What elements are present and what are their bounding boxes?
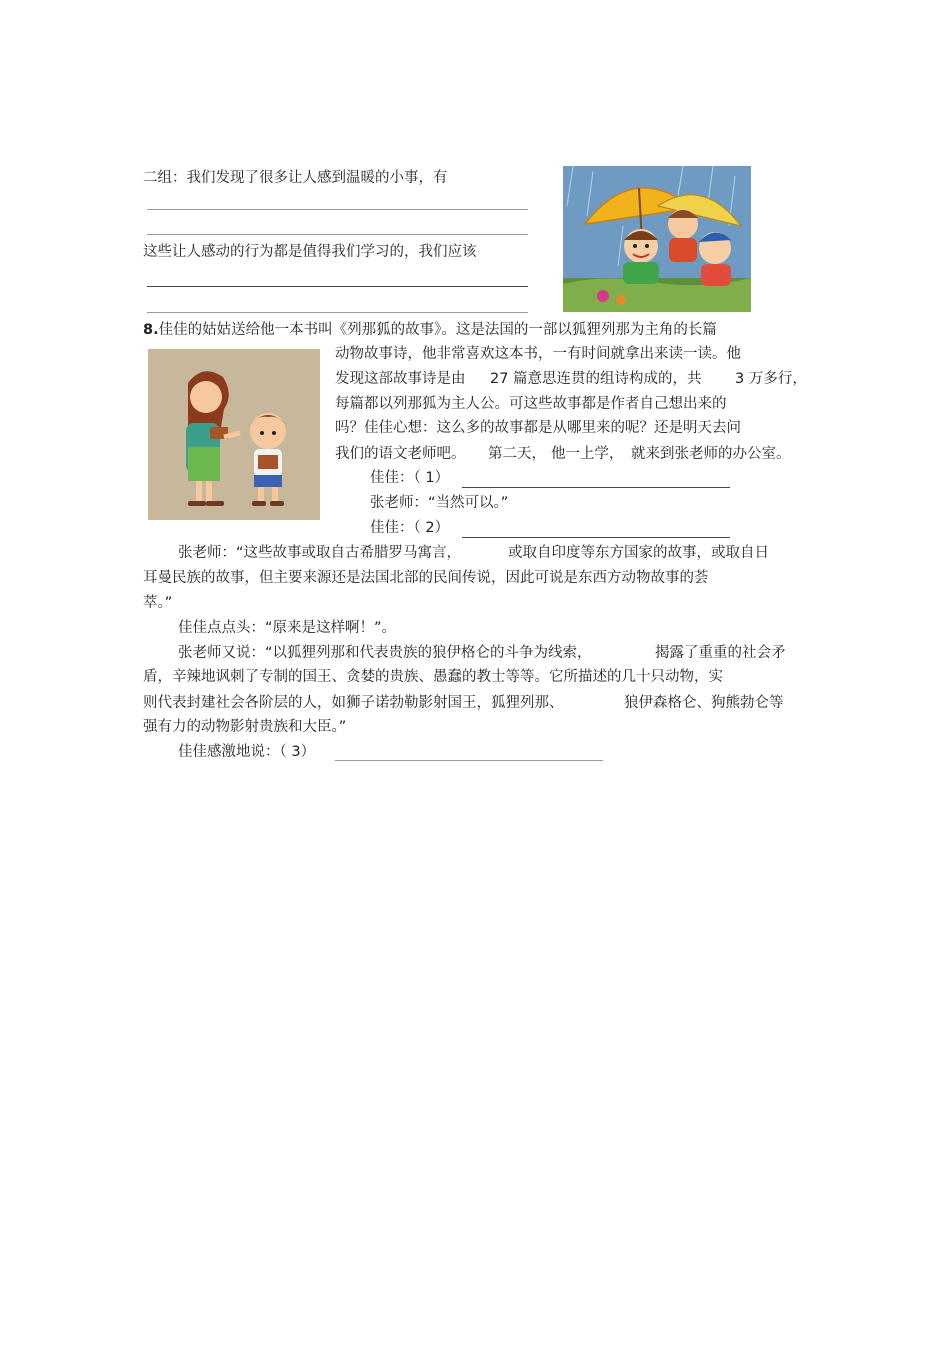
answer-line[interactable] [147,286,528,287]
q8-p2b: 27 篇意思连贯的组诗构成的，共 [490,371,702,387]
teacher-more-1b: 揭露了重重的社会矛 [655,645,786,661]
answer-line[interactable] [147,209,528,210]
teacher-reply-3: 萃。” [143,595,173,611]
q8-p5a: 我们的语文老师吧。 [335,446,466,462]
dialogue-3: 佳佳：（ 2） [370,520,450,536]
teacher-student-image [148,349,320,520]
nod-line: 佳佳点点头：“原来是这样啊！”。 [178,620,397,636]
q8-intro [143,320,717,340]
answer-line-2[interactable] [462,537,730,538]
q8-intro-text: 佳佳的姑姑送给他一本书叫《列那狐的故事》。这是法国的一部以狐狸列那为主角的长篇 [158,322,717,338]
dialogue-2: 张老师：“当然可以。” [370,495,509,511]
teacher-reply-2: 耳曼民族的故事，但主要来源还是法国北部的民间传说，因此可说是东西方动物故事的荟 [143,570,709,586]
answer-line[interactable] [147,312,528,313]
q8-p4: 吗？佳佳心想：这么多的故事都是从哪里来的呢？还是明天去问 [335,420,741,436]
teacher-more-2: 盾，辛辣地讽刺了专制的国王、贪婪的贵族、愚蠢的教士等等。它所描述的几十只动物，实 [143,669,723,685]
q8-p3: 每篇都以列那狐为主人公。可这些故事都是作者自己想出来的 [335,396,727,412]
teacher-more-3a: 则代表封建社会各阶层的人，如狮子诺勃勒影射国王，狐狸列那、 [143,695,564,711]
q8-p5d: 就来到张老师的办公室。 [631,446,791,462]
teacher-more-4: 强有力的动物影射贵族和大臣。” [143,719,347,735]
q8-p2a: 发现这部故事诗是由 [335,371,466,387]
q8-p5c: 他一上学， [551,446,624,462]
answer-line[interactable] [147,234,528,235]
umbrella-children-icon [563,166,751,312]
group2-line1: 二组：我们发现了很多让人感到温暖的小事，有 [143,170,448,186]
q8-p1: 动物故事诗，他非常喜欢这本书，一有时间就拿出来读一读。他 [335,346,741,362]
answer-line-1[interactable] [462,487,730,488]
dialogue-1: 佳佳：（ 1） [370,470,450,486]
q8-p5b: 第二天， [488,446,546,462]
thank-line: 佳佳感激地说：（ 3） [178,744,316,760]
group2-line2: 这些让人感动的行为都是值得我们学习的，我们应该 [143,244,477,260]
umbrella-children-image [563,166,751,312]
teacher-reply-1b: 或取自印度等东方国家的故事，或取自日 [508,545,769,561]
teacher-and-student-icon [148,349,320,520]
teacher-more-1a: 张老师又说：“以狐狸列那和代表贵族的狼伊格仑的斗争为线索， [178,645,592,661]
teacher-reply-1a: 张老师：“这些故事或取自古希腊罗马寓言， [178,545,462,561]
q8-p2c: 3 万多行， [735,371,807,387]
teacher-more-3b: 狼伊森格仑、狗熊勃仑等 [624,695,784,711]
question-number: 8. [143,322,159,338]
answer-line-3[interactable] [335,760,603,761]
